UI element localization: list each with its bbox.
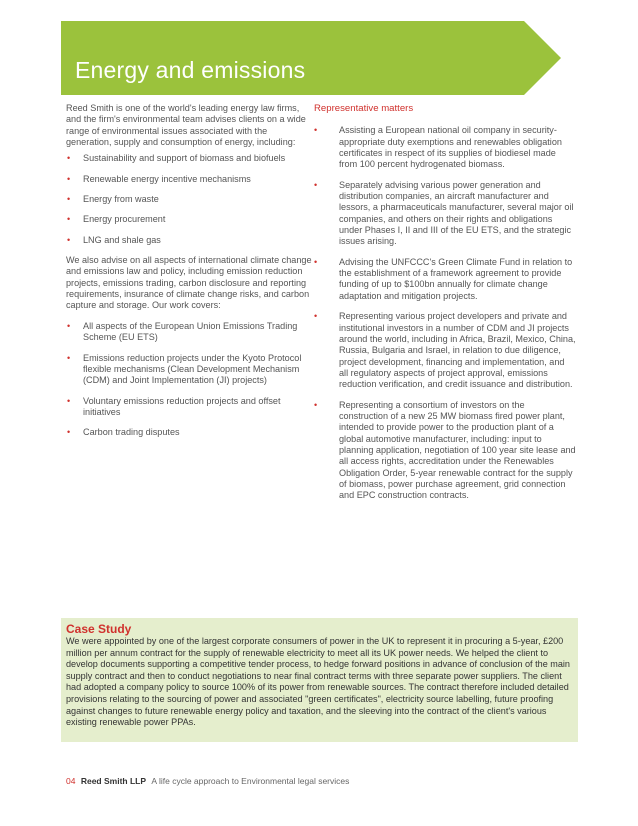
firm-name: Reed Smith LLP xyxy=(80,776,147,786)
list-item: • Advising the UNFCCC's Green Climate Fund in relation to the establishment of a framework agreement to provide funding of up to $100bn annually for climate change adaptation and mitigation projects. xyxy=(314,256,573,301)
list-item: • All aspects of the European Union Emissions Trading Scheme (EU ETS) xyxy=(67,320,298,343)
list-item: • Renewable energy incentive mechanisms xyxy=(67,173,251,184)
intro-paragraph: Reed Smith is one of the world's leading energy law firms, and the firm's environmental team advises clients on a wide range of environmental issues associated with the generation, supply and consumption of energy, including: xyxy=(66,103,306,148)
list-item: • Carbon trading disputes xyxy=(67,427,180,438)
representative-matters-heading: Representative matters xyxy=(314,103,414,114)
bullet-icon: • xyxy=(314,125,318,136)
bullet-icon: • xyxy=(314,256,318,267)
energy-topics-list xyxy=(66,153,314,246)
bullet-icon: • xyxy=(67,427,71,438)
bullet-icon: • xyxy=(67,173,71,184)
list-item: • Energy procurement xyxy=(67,214,166,225)
list-item: • LNG and shale gas xyxy=(67,234,161,245)
bullet-icon: • xyxy=(67,320,71,331)
case-study-title: Case Study xyxy=(66,622,132,636)
representative-matters-list xyxy=(314,125,576,501)
page-footer xyxy=(66,776,349,786)
bullet-icon: • xyxy=(314,179,318,190)
list-item: • Representing various project developers and private and institutional investors in a number of CDM and JI projects around the world, including in Africa, Brazil, Mexico, China, Russia, Bulgaria and Israel, in relation to due diligence, project development, financing and implementation, and all regulatory aspects of project approval, emissions reduction verification, and credit issuance and distribution. xyxy=(314,311,576,390)
list-item: • Assisting a European national oil company in security-appropriate duty exemptions and renewables obligation certificates in respect of its supplies of biodiesel made from 100 percent hydrogenated biomass. xyxy=(314,125,562,170)
list-item: • Representing a consortium of investors on the construction of a new 25 MW biomass fired power plant, intended to provide power to the production plant of a global automotive manufacturer, including: input to planning application, negotiation of 100 year site lease and all access rights, accreditation under the Renewables Obligation Order, 5-year renewable contract for the supply of biomass, power purchase agreement, grid connection and EPC construction contracts. xyxy=(314,399,576,501)
list-item: • Emissions reduction projects under the Kyoto Protocol flexible mechanisms (Clean Development Mechanism (CDM) and Joint Implementation (JI) projects) xyxy=(67,352,302,386)
bullet-icon: • xyxy=(67,234,71,245)
bullet-icon: • xyxy=(67,352,71,363)
list-item: • Sustainability and support of biomass and biofuels xyxy=(67,153,286,164)
bullet-icon: • xyxy=(67,153,71,164)
climate-paragraph: We also advise on all aspects of international climate change and emissions law and policy, including emission reduction projects, emissions trading, carbon disclosure and reporting requirements, insurance of climate change risks, and carbon capture and storage. Our work covers: xyxy=(66,255,312,311)
bullet-icon: • xyxy=(67,395,71,406)
climate-topics-list xyxy=(66,321,314,439)
case-study-box xyxy=(61,618,578,742)
left-column xyxy=(66,103,314,448)
bullet-icon: • xyxy=(67,214,71,225)
bullet-icon: • xyxy=(314,311,318,322)
case-study-body: We were appointed by one of the largest corporate consumers of power in the UK to represent it in procuring a 5-year, £200 million per annum contract for the supply of renewable electricity to meet all its UK power needs. We helped the client to develop documents supporting a competitive tender process, to hedge forward positions in advance of conclusion of the main supply contract and then to conduct negotiations to near final contract terms with three separate power suppliers. The client had adopted a company policy to source 100% of its power from renewable sources. The contract therefore included detailed provisions relating to the sourcing of power and associated "green certificates", electricity source labelling, future proofing against changes to future renewable energy policy and taxation, and the sleeving into the contract of the client's various existing renewable power PPAs. xyxy=(66,636,570,728)
list-item: • Separately advising various power generation and distribution companies, an aircraft manufacturer and lessors, a pharmaceuticals manufacturer, several major oil companies, and others on their rights and obligations under Phases I, II and III of the EU ETS, and the strategic issues arising. xyxy=(314,179,574,247)
list-item: • Energy from waste xyxy=(67,194,159,205)
list-item: • Voluntary emissions reduction projects and offset initiatives xyxy=(67,395,281,417)
footer-tagline: A life cycle approach to Environmental legal services xyxy=(151,776,350,786)
bullet-icon: • xyxy=(67,194,71,205)
page-title: Energy and emissions xyxy=(75,57,306,83)
bullet-icon: • xyxy=(314,399,318,410)
right-column xyxy=(314,103,576,511)
section-banner xyxy=(61,21,561,95)
page-number: 04 xyxy=(66,776,76,786)
